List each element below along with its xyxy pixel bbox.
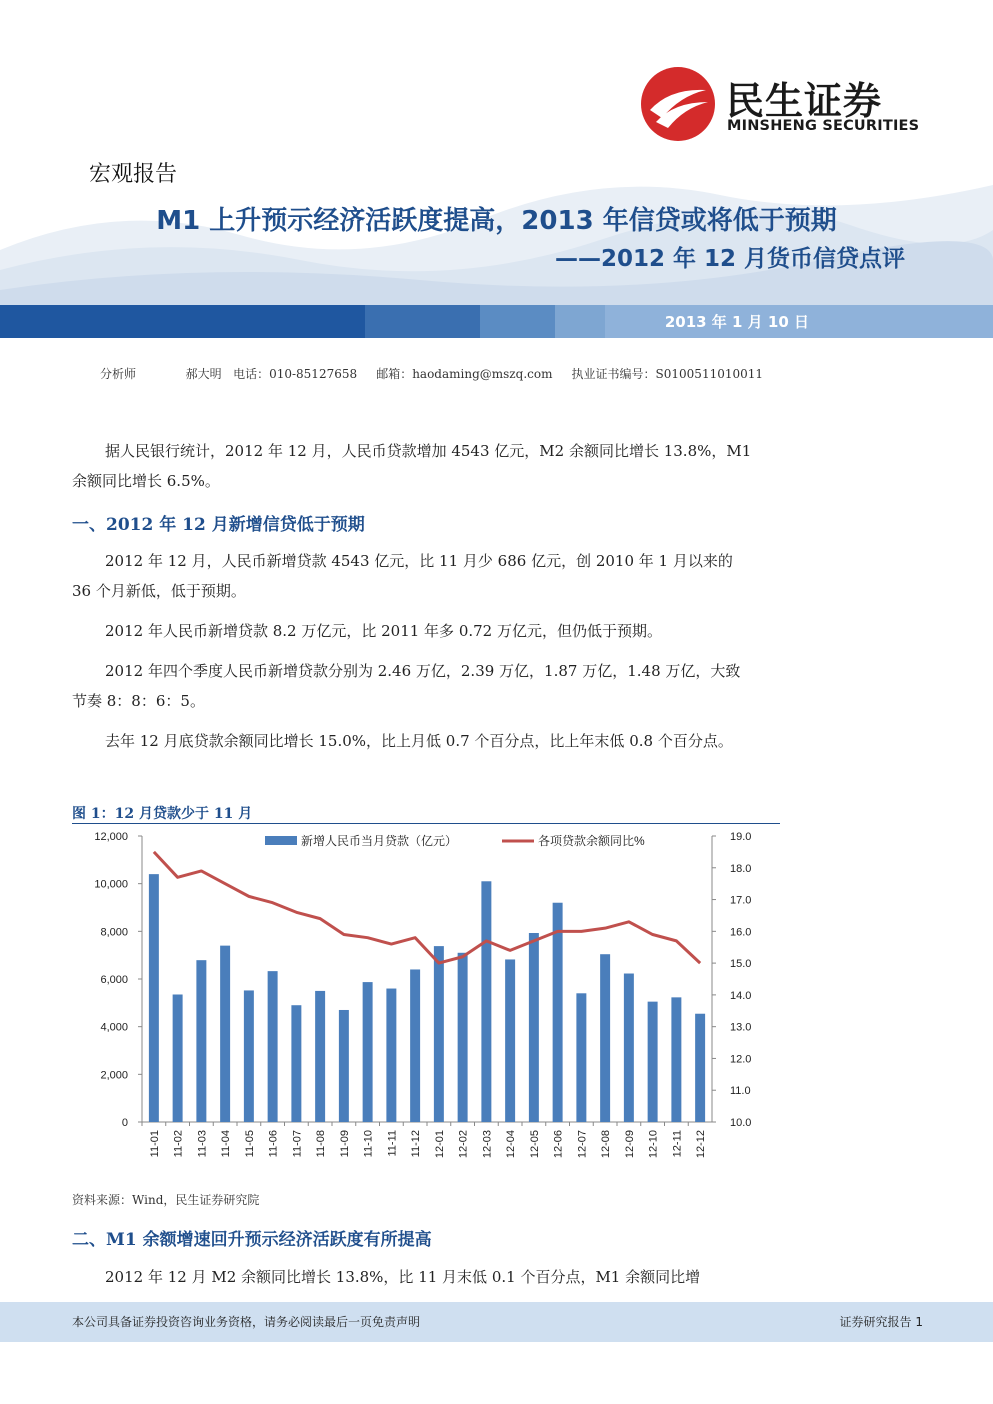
logo-text-cn: 民生证券 xyxy=(726,79,883,123)
x-tick-label: 12-09 xyxy=(623,1130,636,1159)
analyst-cert: 执业证书编号：S0100511010011 xyxy=(571,367,764,381)
x-tick-label: 12-05 xyxy=(528,1130,541,1159)
analyst-info xyxy=(100,365,763,382)
x-tick-label: 11-05 xyxy=(243,1130,256,1158)
bar-12-05 xyxy=(529,933,539,1122)
x-tick-label: 12-03 xyxy=(481,1130,494,1159)
section-1-heading: 一、2012 年 12 月新增信贷低于预期 xyxy=(72,515,365,535)
y-right-tick-label: 10.0 xyxy=(730,1117,752,1129)
x-tick-label: 12-10 xyxy=(647,1130,660,1159)
legend-bar-label: 新增人民币当月贷款（亿元） xyxy=(301,834,458,848)
logo-text-en: MINSHENG SECURITIES xyxy=(727,118,920,134)
y-left-tick-label: 4,000 xyxy=(100,1021,128,1034)
report-type: 宏观报告 xyxy=(89,162,178,187)
paragraph-1: 2012 年 12 月，人民币新增贷款 4543 亿元，比 11 月少 686 亿元，创 2010 年 1 月以来的 36 个月新低，低于预期。 xyxy=(72,552,733,600)
report-subtitle: ——2012 年 12 月货币信贷点评 xyxy=(554,246,905,272)
bar-11-11 xyxy=(386,989,396,1122)
x-tick-label: 11-04 xyxy=(220,1130,233,1158)
bar-11-09 xyxy=(339,1010,349,1122)
paragraph-4: 去年 12 月底贷款余额同比增长 15.0%，比上月低 0.7 个百分点，比上年末低 0.8 个百分点。 xyxy=(105,732,733,750)
y-left-tick-label: 6,000 xyxy=(100,974,128,986)
paragraph-3: 2012 年四个季度人民币新增贷款分别为 2.46 万亿，2.39 万亿，1.87 万亿，1.48 万亿，大致节奏 8：8：6：5。 xyxy=(72,662,741,710)
x-tick-label: 12-04 xyxy=(505,1130,518,1159)
x-tick-label: 11-11 xyxy=(386,1130,399,1157)
x-tick-label: 11-07 xyxy=(291,1130,304,1158)
x-tick-label: 12-02 xyxy=(457,1130,470,1159)
paragraph-5: 2012 年 12 月 M2 余额同比增长 13.8%，比 11 月末低 0.1 个百分点，M1 余额同比增 xyxy=(105,1268,701,1286)
x-tick-label: 11-03 xyxy=(196,1130,209,1158)
analyst-phone: 电话：010-85127658 xyxy=(233,367,358,381)
x-tick-label: 11-10 xyxy=(362,1130,375,1158)
footer-disclaimer: 本公司具备证券投资咨询业务资格，请务必阅读最后一页免责声明 xyxy=(72,1315,421,1329)
y-right-tick-label: 12.0 xyxy=(730,1053,752,1066)
loan-chart xyxy=(72,824,780,1184)
y-right-tick-label: 18.0 xyxy=(730,862,752,875)
y-right-tick-label: 19.0 xyxy=(730,831,752,843)
bar-12-10 xyxy=(648,1002,658,1122)
footer-page: 证券研究报告 1 xyxy=(839,1315,923,1329)
bar-11-04 xyxy=(220,946,230,1122)
analyst-label: 分析师 xyxy=(100,367,137,381)
bar-11-03 xyxy=(196,960,206,1122)
bar-11-02 xyxy=(173,994,183,1122)
analyst-email[interactable]: 邮箱：haodaming@mszq.com xyxy=(376,367,553,381)
bar-12-03 xyxy=(481,881,491,1122)
header-band xyxy=(0,305,993,338)
x-tick-label: 12-07 xyxy=(576,1130,589,1159)
y-right-tick-label: 11.0 xyxy=(730,1085,751,1098)
x-tick-label: 11-06 xyxy=(267,1130,280,1158)
x-tick-label: 12-11 xyxy=(671,1130,684,1158)
x-tick-label: 11-09 xyxy=(338,1130,351,1158)
bar-12-06 xyxy=(553,903,563,1122)
x-tick-label: 11-08 xyxy=(315,1130,328,1158)
bar-12-07 xyxy=(576,993,586,1122)
x-tick-label: 11-01 xyxy=(148,1130,161,1158)
bar-12-01 xyxy=(434,946,444,1122)
company-logo-icon xyxy=(640,66,716,142)
y-left-tick-label: 0 xyxy=(121,1117,128,1129)
y-right-tick-label: 15.0 xyxy=(730,958,752,971)
legend-bar-swatch xyxy=(265,836,297,845)
x-tick-label: 11-12 xyxy=(410,1130,423,1158)
y-left-tick-label: 10,000 xyxy=(94,878,128,891)
paragraph-2: 2012 年人民币新增贷款 8.2 万亿元，比 2011 年多 0.72 万亿元，但仍低于预期。 xyxy=(105,622,662,640)
figure-title: 图 1：12 月贷款少于 11 月 xyxy=(72,806,253,822)
bar-12-08 xyxy=(600,954,610,1122)
x-tick-label: 12-06 xyxy=(552,1130,565,1159)
bar-11-08 xyxy=(315,991,325,1122)
bar-12-09 xyxy=(624,974,634,1122)
bar-12-12 xyxy=(695,1014,705,1122)
bar-12-11 xyxy=(671,997,681,1122)
intro-paragraph: 据人民银行统计，2012 年 12 月，人民币贷款增加 4543 亿元，M2 余额同比增长 13.8%，M1 余额同比增长 6.5%。 xyxy=(72,442,752,490)
y-right-tick-label: 14.0 xyxy=(730,989,752,1002)
bar-11-05 xyxy=(244,990,254,1122)
x-tick-label: 11-02 xyxy=(172,1130,185,1158)
legend-line-label: 各项贷款余额同比% xyxy=(538,834,645,848)
y-right-tick-label: 16.0 xyxy=(730,926,752,939)
report-title: M1 上升预示经济活跃度提高，2013 年信贷或将低于预期 xyxy=(156,206,837,236)
bar-11-12 xyxy=(410,969,420,1122)
section-2-heading: 二、M1 余额增速回升预示经济活跃度有所提高 xyxy=(72,1230,432,1250)
y-left-tick-label: 2,000 xyxy=(100,1069,128,1082)
figure-source: 资料来源：Wind，民生证券研究院 xyxy=(72,1193,260,1207)
x-tick-label: 12-01 xyxy=(433,1130,446,1159)
y-right-tick-label: 13.0 xyxy=(730,1021,752,1034)
bar-11-10 xyxy=(363,982,373,1122)
bar-12-04 xyxy=(505,959,515,1122)
x-tick-label: 12-12 xyxy=(695,1130,708,1159)
y-left-tick-label: 8,000 xyxy=(100,926,128,939)
y-left-tick-label: 12,000 xyxy=(94,831,128,843)
x-tick-label: 12-08 xyxy=(600,1130,613,1159)
bar-11-07 xyxy=(291,1005,301,1122)
bar-12-02 xyxy=(458,953,468,1122)
bar-11-06 xyxy=(268,971,278,1122)
y-right-tick-label: 17.0 xyxy=(730,894,752,907)
yoy-growth-line xyxy=(154,852,700,963)
analyst-name: 郝大明 xyxy=(185,367,222,381)
report-date: 2013 年 1 月 10 日 xyxy=(664,313,809,331)
bar-11-01 xyxy=(149,874,159,1122)
